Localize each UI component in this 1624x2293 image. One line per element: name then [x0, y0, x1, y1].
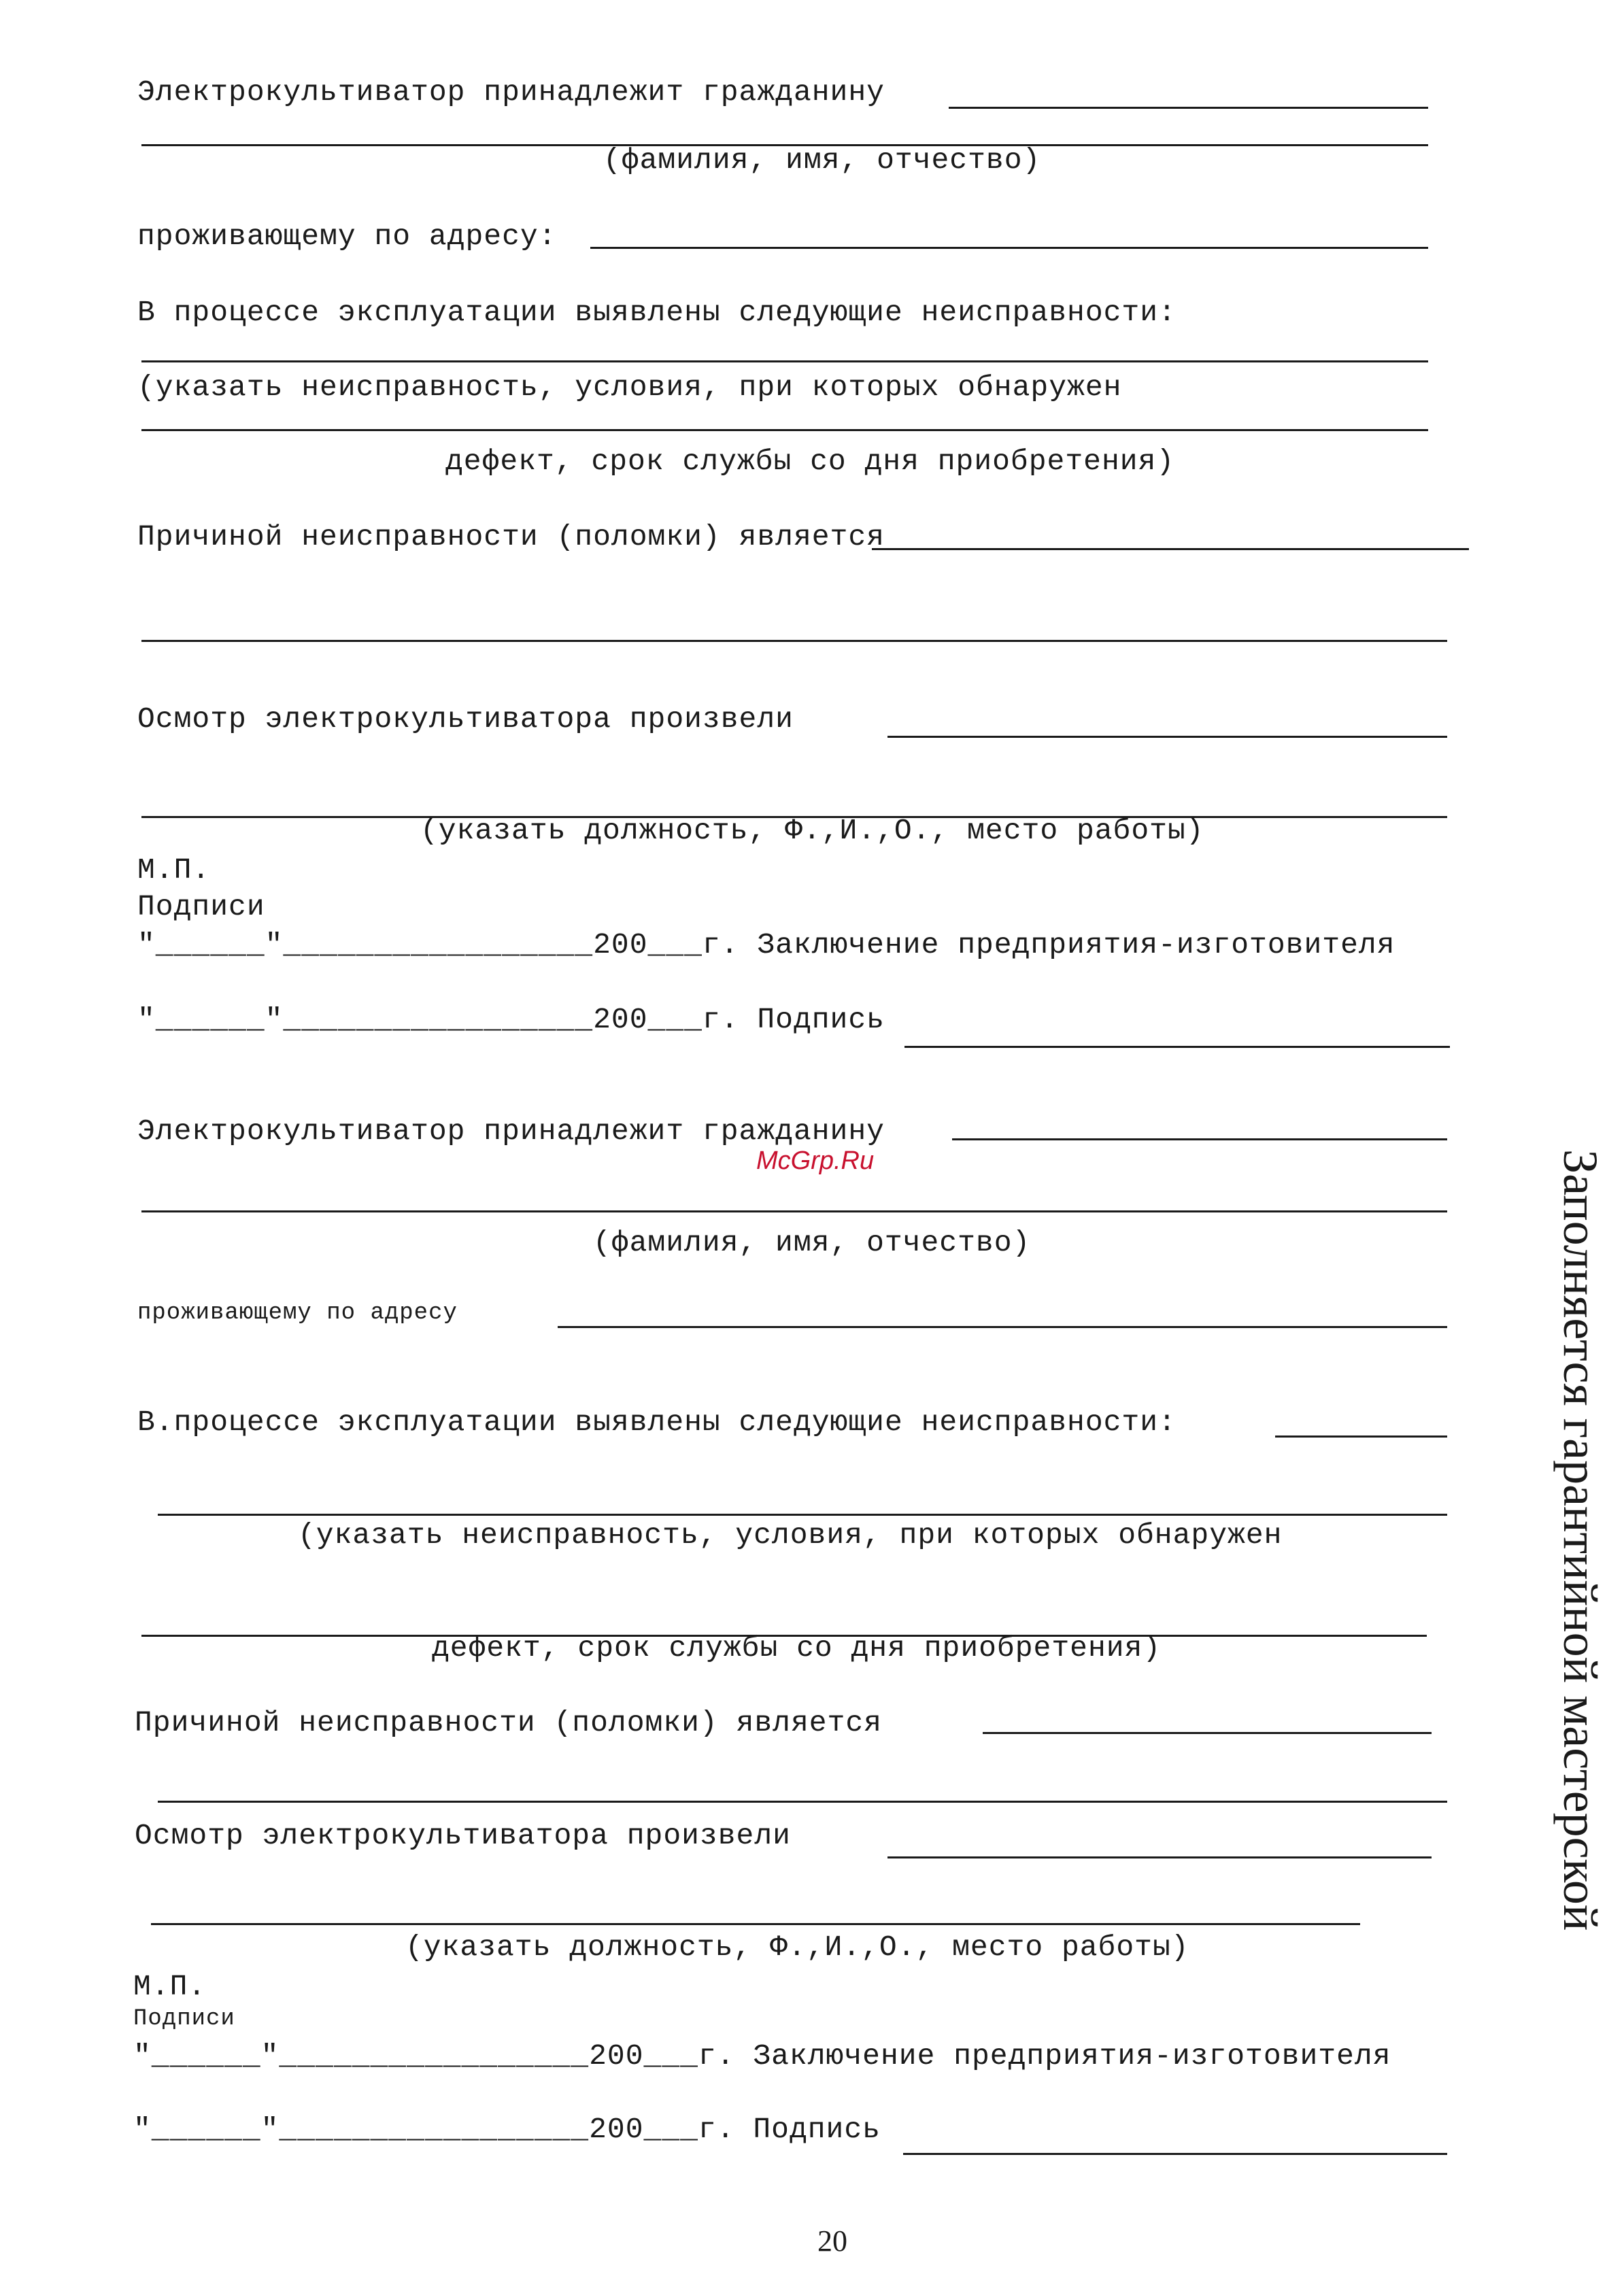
inspection-label-2: Осмотр электрокультиватора произвели: [135, 1819, 791, 1852]
stamp-label-2: М.П.: [133, 1970, 207, 2003]
defects-line-1[interactable]: [141, 360, 1428, 362]
defects-line-2[interactable]: [141, 429, 1428, 431]
name-caption: (фамилия, имя, отчество): [603, 143, 1041, 177]
signatures-label: Подписи: [137, 890, 265, 923]
cause-line-2[interactable]: [141, 640, 1447, 642]
page-number: 20: [817, 2224, 847, 2258]
side-title: Заполняется гарантийной мастерской: [1553, 1149, 1608, 1931]
signature-field[interactable]: [904, 1046, 1450, 1048]
defect-caption-1-2: (указать неисправность, условия, при которых обнаружен: [298, 1518, 1283, 1552]
owner-field[interactable]: [949, 107, 1428, 109]
defect-caption-1: (указать неисправность, условия, при которых обнаружен: [137, 371, 1122, 404]
defect-caption-2: дефект, срок службы со дня приобретения): [445, 445, 1175, 478]
inspector-caption-2: (указать должность, Ф.,И.,О., место работы): [405, 1931, 1189, 1964]
name-caption-2: (фамилия, имя, отчество): [593, 1226, 1031, 1259]
signatures-label-2: Подписи: [133, 2006, 235, 2032]
defects-line-2a[interactable]: [158, 1514, 1447, 1516]
date-row-2[interactable]: "______"_________________200___г. Подпись: [137, 1003, 885, 1036]
owner-label-2: Электрокультиватор принадлежит гражданину: [137, 1115, 885, 1148]
inspector-line-2[interactable]: [151, 1923, 1360, 1925]
inspection-label: Осмотр электрокультиватора произвели: [137, 702, 794, 736]
watermark: McGrp.Ru: [756, 1146, 875, 1175]
defects-field-2[interactable]: [1275, 1436, 1447, 1438]
owner-name-line-2[interactable]: [141, 1210, 1447, 1212]
signature-field-2[interactable]: [903, 2153, 1447, 2155]
inspection-field[interactable]: [887, 736, 1447, 738]
owner-field-2[interactable]: [952, 1138, 1447, 1140]
cause-label: Причиной неисправности (поломки) является: [137, 520, 885, 554]
stamp-label: М.П.: [137, 853, 211, 887]
date-row-1[interactable]: "______"_________________200___г. Заключение предприятия-изготовителя: [137, 928, 1395, 962]
address-field-2[interactable]: [558, 1326, 1447, 1328]
date-row-1-2[interactable]: "______"_________________200___г. Заключение предприятия-изготовителя: [133, 2039, 1391, 2073]
owner-label: Электрокультиватор принадлежит гражданину: [137, 75, 885, 109]
inspection-field-2[interactable]: [887, 1856, 1432, 1858]
cause-label-2: Причиной неисправности (поломки) является: [135, 1706, 882, 1739]
cause-field-2[interactable]: [983, 1732, 1432, 1734]
defect-caption-2-2: дефект, срок службы со дня приобретения): [432, 1631, 1162, 1665]
address-field[interactable]: [590, 247, 1428, 249]
date-row-2-2[interactable]: "______"_________________200___г. Подпись: [133, 2113, 881, 2146]
address-label: проживающему по адресу:: [137, 220, 557, 253]
defects-label-2: В.процессе эксплуатации выявлены следующие неисправности:: [137, 1406, 1177, 1439]
defects-label: В процессе эксплуатации выявлены следующие неисправности:: [137, 296, 1177, 329]
inspector-caption: (указать должность, Ф.,И.,О., место работы): [420, 814, 1204, 847]
cause-field[interactable]: [872, 548, 1469, 550]
cause-line-2b[interactable]: [158, 1801, 1447, 1803]
address-label-2: проживающему по адресу: [137, 1300, 458, 1326]
